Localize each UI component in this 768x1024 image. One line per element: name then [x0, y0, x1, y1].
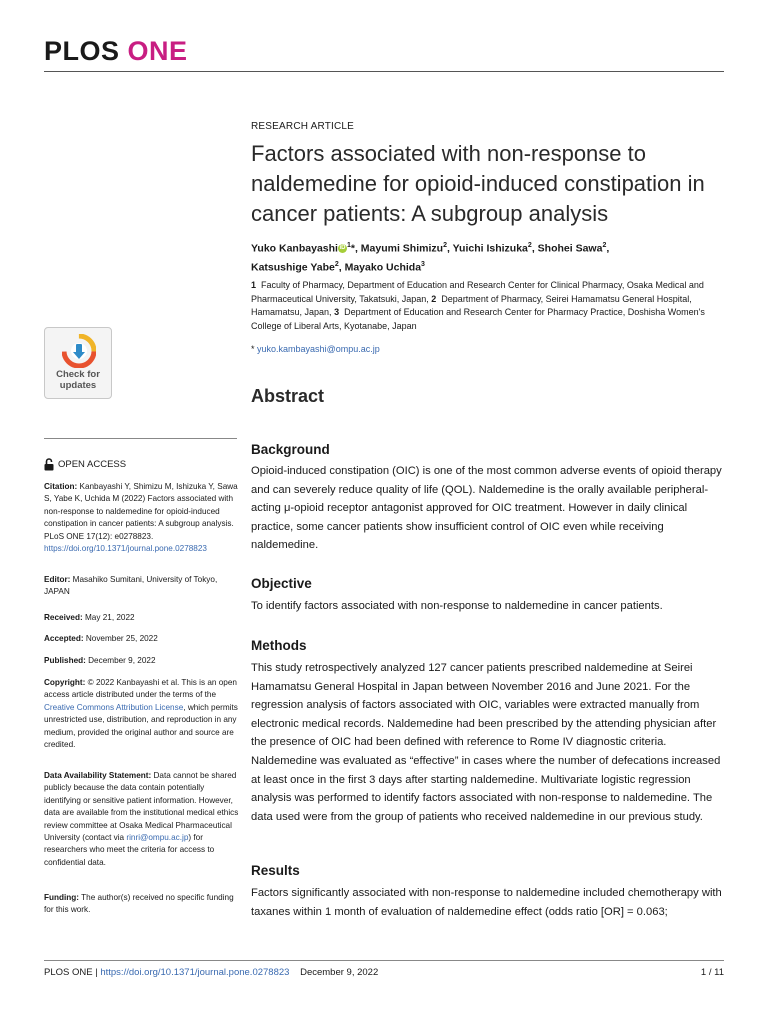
- page-footer: [44, 967, 378, 978]
- sidebar-divider: [44, 438, 237, 439]
- objective-heading: Objective: [251, 576, 312, 591]
- affiliation-text: Faculty of Pharmacy, Department of Education and Research Center for Clinical Pharmacy, Osaka Medical and Pharmaceutical University, Takatsuki, Japan,: [251, 280, 704, 304]
- page-number: 1 / 11: [700, 967, 724, 978]
- correspondence-email-link[interactable]: yuko.kambayashi@ompu.ac.jp: [257, 344, 380, 354]
- check-for-updates-line1: Check for: [56, 369, 100, 380]
- data-availability-text: Data cannot be shared publicly because the data contain potentially identifying or sensitive patient information. However, data are available from the institutional medical ethics review committee at Osaka Medical Pharmaceutical University (contact via: [44, 771, 239, 843]
- footer-divider: [44, 960, 724, 961]
- author-name[interactable]: Yuichi Ishizuka: [452, 242, 528, 255]
- license-link[interactable]: Creative Commons Attribution License: [44, 702, 184, 712]
- results-text: Factors significantly associated with non-response to naldemedine included chemotherapy with taxanes within 1 month of evaluation of naldemedine effect (odds ratio [OR] = 0.063;: [251, 887, 722, 918]
- data-contact-email-link[interactable]: rinri@ompu.ac.jp: [126, 833, 189, 843]
- editor-block: [44, 574, 240, 599]
- methods-heading: Methods: [251, 638, 307, 653]
- funding-block: [44, 892, 240, 917]
- journal-logo-plos: PLOS: [44, 36, 120, 66]
- published-block: [44, 655, 240, 667]
- journal-logo: [44, 36, 188, 67]
- affiliation-text: Department of Education and Research Center for Pharmacy Practice, Doshisha Women's College of Liberal Arts, Kyotanabe, Japan: [251, 307, 705, 331]
- check-for-updates-badge[interactable]: [44, 327, 112, 399]
- affiliation-number: 2: [431, 293, 437, 304]
- article-type: RESEARCH ARTICLE: [251, 121, 355, 132]
- editor-label: Editor:: [44, 575, 71, 584]
- correspondence-star: *: [251, 344, 255, 354]
- data-availability-label: Data Availability Statement:: [44, 771, 152, 780]
- article-title: Factors associated with non-response to naldemedine for opioid-induced constipation in cancer patients: A subgroup analysis: [251, 141, 705, 226]
- funding-text: The author(s) received no specific funding for this work.: [44, 893, 234, 915]
- footer-doi-link[interactable]: https://doi.org/10.1371/journal.pone.0278823: [100, 967, 290, 978]
- copyright-text: © 2022 Kanbayashi et al. This is an open access article distributed under the terms of the: [44, 678, 237, 700]
- accepted-label: Accepted:: [44, 634, 84, 643]
- open-lock-icon: [44, 458, 54, 471]
- received-label: Received:: [44, 613, 83, 622]
- published-date: December 9, 2022: [88, 656, 156, 665]
- accepted-block: [44, 633, 240, 645]
- author-affiliation-ref: 2: [602, 242, 607, 249]
- author-affiliation-ref: 1: [346, 242, 351, 249]
- author-affiliation-ref: 2: [527, 242, 532, 249]
- author-name[interactable]: Mayumi Shimizu: [360, 242, 444, 255]
- accepted-date: November 25, 2022: [85, 634, 158, 643]
- footer-journal: PLOS ONE: [44, 967, 93, 978]
- author-affiliation-ref: 2: [334, 260, 339, 268]
- abstract-heading: Abstract: [251, 386, 325, 406]
- background-text: Opioid-induced constipation (OIC) is one of the most common adverse events of opioid therapy and can severely reduce quality of life (QOL). Naldemedine is the orally available peripheral-acting μ-opioid receptor antagonist approved for OIC treatment. However in daily clinical practice, some cancer patients show insufficient control of OIC even while receiving naldemedine.: [251, 465, 722, 552]
- author-name[interactable]: Shohei Sawa: [537, 242, 603, 255]
- data-availability-text-cont: ) for researchers who meet the criteria for access to confidential data.: [44, 833, 215, 867]
- author-name[interactable]: Yuko Kanbayashi: [251, 242, 338, 255]
- editor-text: Masahiko Sumitani, University of Tokyo, JAPAN: [44, 575, 218, 597]
- open-access-badge: [44, 458, 126, 471]
- citation-block: [44, 481, 240, 555]
- objective-text: To identify factors associated with non-response to naldemedine in cancer patients.: [251, 600, 663, 612]
- methods-text: This study retrospectively analyzed 127 cancer patients prescribed naldemedine at Seirei Hamamatsu General Hospital in Japan between November 2016 and June 2021. For the regression analysis of factors associated with OIC, variables were extracted manually from electronic medical records. Naldemedine had been prescribed by the attending physician after the presence of OIC had been defined with reference to Rome IV diagnostic criteria. Naldemedine was evaluated as “effective” in cases where the number of defecations increased at least once in the first 3 days after starting naldemedine. Multivariate logistic regression analysis was performed to identify factors associated with non-response to naldemedine. The data used were from the group of patients who received naldemedine in our previous study.: [251, 662, 721, 823]
- corresponding-author-mark: *: [350, 242, 355, 255]
- received-block: [44, 612, 240, 624]
- data-availability-block: [44, 770, 240, 869]
- affiliation-number: 1: [251, 280, 257, 290]
- author-list: Yuko Kanbayashi iD $^1$*, Mayumi Shimizu$^2$, Yuichi Ishizuka$^2$, Shohei Sawa$^2$, Katsushige Yabe$^2$, Mayako Uchida$^3$: [251, 242, 610, 273]
- header-divider: [44, 71, 724, 72]
- copyright-text-cont: , which permits unrestricted use, distribution, and reproduction in any medium, provided the original author and source are credited.: [44, 702, 238, 750]
- author-affiliation-ref: 3: [421, 260, 425, 268]
- orcid-icon[interactable]: iD: [339, 245, 346, 252]
- received-date: May 21, 2022: [84, 613, 135, 622]
- affiliation-number: 3: [334, 307, 340, 317]
- funding-label: Funding:: [44, 893, 80, 902]
- check-for-updates-icon: [62, 334, 96, 368]
- check-for-updates-label: [45, 370, 111, 391]
- footer-date: December 9, 2022: [300, 967, 379, 978]
- background-heading: Background: [251, 442, 330, 457]
- footer-separator: |: [95, 967, 98, 978]
- copyright-block: [44, 677, 240, 751]
- open-access-label: OPEN ACCESS: [58, 459, 127, 470]
- citation-text: Kanbayashi Y, Shimizu M, Ishizuka Y, Sawa S, Yabe K, Uchida M (2022) Factors associated with non-response to naldemedine for opioid-induced constipation in cancer patients: A subgroup analysis. PLoS ONE 17(12): e0278823.: [44, 482, 238, 541]
- citation-label: Citation:: [44, 482, 78, 491]
- author-name[interactable]: Katsushige Yabe: [251, 261, 335, 273]
- journal-logo-one: ONE: [127, 36, 188, 66]
- check-for-updates-line2: updates: [59, 379, 97, 391]
- copyright-label: Copyright:: [44, 678, 86, 687]
- author-affiliation-ref: 2: [443, 242, 447, 249]
- affiliation-text: Department of Pharmacy, Seirei Hamamatsu General Hospital, Hamamatsu, Japan,: [251, 293, 692, 317]
- author-name[interactable]: Mayako Uchida: [344, 261, 422, 273]
- published-label: Published:: [44, 656, 86, 665]
- citation-doi-link[interactable]: https://doi.org/10.1371/journal.pone.0278823: [44, 544, 207, 554]
- correspondence: [251, 344, 380, 354]
- affiliations: [251, 279, 726, 333]
- results-heading: Results: [251, 863, 300, 878]
